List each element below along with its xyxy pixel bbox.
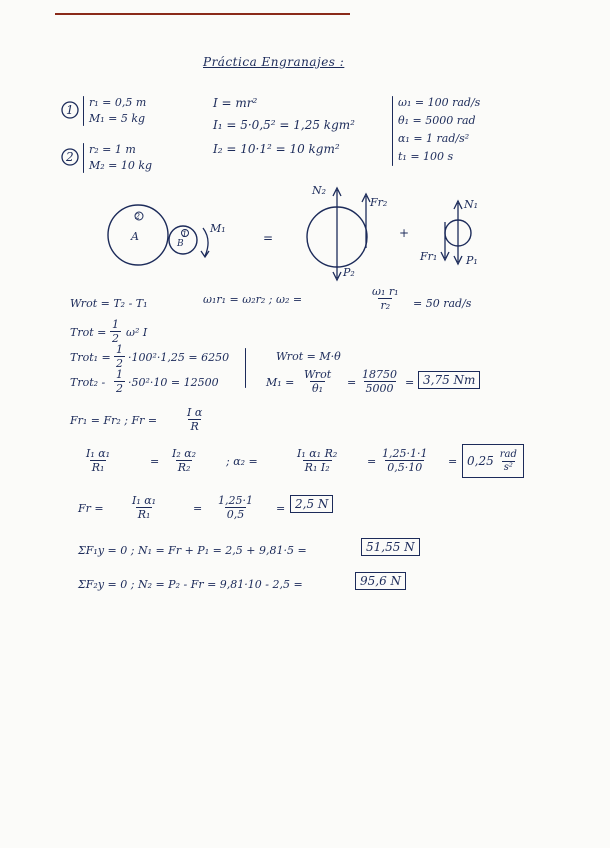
n2-result-box: 95,6 N (355, 572, 406, 590)
trot2-lhs: Trot₂ - (70, 376, 106, 389)
given-theta1: θ₁ = 5000 rad (398, 114, 476, 127)
marker-2-label: 2 (66, 150, 74, 164)
given-t1: t₁ = 100 s (398, 150, 454, 163)
alpha-result-value: 0,25 (467, 454, 494, 468)
gear-a-number: 2 (135, 212, 141, 221)
n1-result-box: 51,55 N (361, 538, 420, 556)
m1-result-box: 3,75 Nm (418, 371, 480, 389)
moment-label: M₁ (210, 222, 226, 235)
wrot-brace (245, 348, 246, 388)
marker-1-label: 1 (66, 103, 74, 117)
m1-value: M₁ = 5 kg (89, 112, 146, 125)
alpha-fraction-4: $\frac{1,25\cdot 1\cdot 1}{0,5\cdot 10}$ (382, 447, 428, 474)
r2-value: r₂ = 1 m (89, 143, 136, 156)
alpha-fraction-2: $\frac{\text{I₂ α₂}}{\text{R₂}}$ (172, 447, 197, 474)
m1-equals-2: = (405, 376, 415, 389)
ft-fraction-1: $\frac{\text{I₁ α₁}}{\text{R₁}}$ (132, 494, 157, 521)
brace-1 (83, 96, 84, 126)
gear-b-label: B (177, 239, 184, 249)
ft-equals-1: = (193, 502, 203, 515)
brace-2 (83, 143, 84, 173)
sum-f2y-equation: ΣF₂y = 0 ; N₂ = P₂ - Fr = 9,81·10 - 2,5 = (78, 578, 303, 591)
trot-definition-rhs: ω² I (126, 326, 148, 339)
m1-lhs: M₁ = (266, 376, 295, 389)
r1-value: r₁ = 0,5 m (89, 96, 147, 109)
trot-definition-half: $\frac{1}{2}$ (112, 318, 119, 345)
moment-arrowhead (201, 251, 209, 257)
m2-value: M₂ = 10 kg (89, 159, 153, 172)
fr-fraction: $\frac{\text{I α}}{R}$ (187, 406, 203, 433)
fr-equality: Fr₁ = Fr₂ ; Fr = (70, 414, 158, 427)
given-alpha1: α₁ = 1 rad/s² (398, 132, 470, 145)
gear-a-label: A (131, 230, 139, 243)
trot1-half: $\frac{1}{2}$ (116, 343, 123, 370)
trot1-lhs: Trot₁ = (70, 351, 111, 364)
omega-fraction: $\frac{\text{ω₁ r₁}}{\text{r₂}}$ (372, 285, 399, 312)
n2-label: N₂ (312, 184, 327, 197)
alpha-equals-1: = (150, 455, 160, 468)
given-omega1: ω₁ = 100 rad/s (398, 96, 481, 109)
alpha-result-unit: $\frac{\text{rad}}{\text{s²}}$ (499, 448, 517, 473)
ft-lhs: Fr = (78, 502, 104, 515)
alpha-result-box (462, 444, 524, 478)
n1-label: N₁ (464, 198, 479, 211)
sum-f1y-equation: ΣF₁y = 0 ; N₁ = Fr + P₁ = 2,5 + 9,81·5 = (78, 544, 307, 557)
equals-sign: = (263, 231, 274, 245)
alpha-fraction-3: $\frac{\text{I₁ α₁ R₂}}{\text{R₁ I₂}}$ (297, 447, 338, 474)
alpha-equals-2: = (367, 455, 377, 468)
given-brace (392, 96, 393, 166)
page-title: Práctica Engranajes : (203, 55, 345, 69)
ft-equals-2: = (276, 502, 286, 515)
ft-result-box: 2,5 N (290, 495, 333, 513)
trot2-half: $\frac{1}{2}$ (116, 368, 123, 395)
fr1-label: Fr₁ (420, 250, 438, 263)
m1-equals-1: = (347, 376, 357, 389)
omega-equation: ω₁r₁ = ω₂r₂ ; ω₂ = (203, 293, 303, 306)
ft-fraction-2: $\frac{1,25\cdot 1}{0,5}$ (218, 494, 253, 521)
alpha-fraction-1: $\frac{\text{I₁ α₁}}{\text{R₁}}$ (86, 447, 111, 474)
inertia-formula: I = mr² (213, 96, 258, 110)
plus-sign: + (399, 226, 410, 240)
m1-fraction-1: Wrot θ₁ (304, 368, 332, 395)
trot-definition-lhs: Trot = (70, 326, 107, 339)
wrot-m-equation: Wrot = M·θ (276, 350, 341, 363)
m1-fraction-2: $\frac{18750}{5000}$ (362, 368, 397, 395)
alpha-mid: ; α₂ = (226, 455, 258, 468)
omega-result: = 50 rad/s (413, 297, 472, 310)
gear-b-number: 1 (182, 230, 188, 239)
inertia-1: I₁ = 5·0,5² = 1,25 kgm² (213, 118, 355, 132)
p1-label: P₁ (466, 254, 478, 267)
alpha-equals-3: = (448, 455, 458, 468)
moment-arrow (203, 228, 208, 256)
fr2-label: Fr₂ (370, 196, 388, 209)
inertia-2: I₂ = 10·1² = 10 kgm² (213, 142, 340, 156)
work-equation: Wrot = T₂ - T₁ (70, 297, 148, 310)
p2-label: P₂ (343, 266, 355, 279)
trot2-rhs: ·50²·10 = 12500 (128, 376, 219, 389)
trot1-rhs: ·100²·1,25 = 6250 (128, 351, 230, 364)
